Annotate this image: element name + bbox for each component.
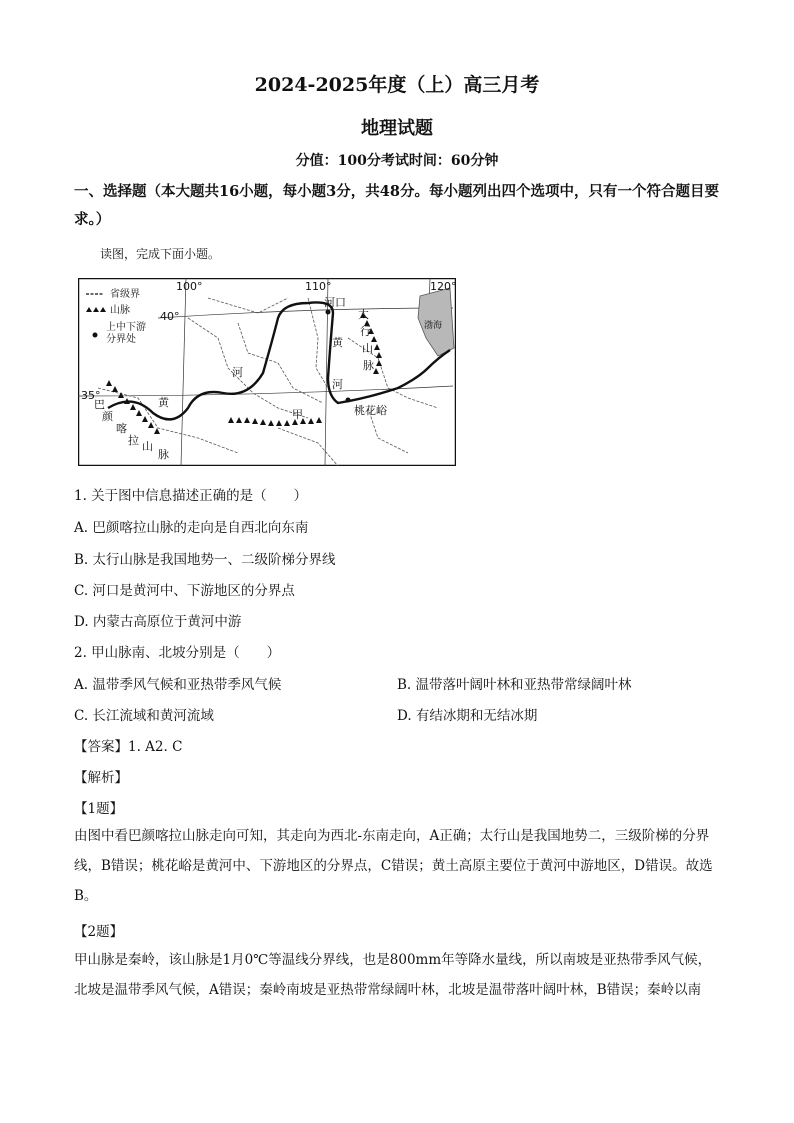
- q1-option-d: D. 内蒙古高原位于黄河中游: [74, 614, 242, 630]
- label-bayan-1: 巴: [94, 398, 105, 411]
- q2-option-a: A. 温带季风气候和亚热带季风气候: [74, 677, 282, 693]
- yellow-river-map: [78, 278, 456, 466]
- section-intro: 读图，完成下面小题。: [100, 247, 221, 261]
- label-taihang-1: 太: [358, 308, 369, 321]
- legend-division-1: 上中下游: [106, 322, 146, 333]
- answer-label: 【答案】1. A2. C: [74, 739, 183, 755]
- subject-title: 地理试题: [361, 118, 433, 139]
- q1-option-a: A. 巴颜喀拉山脉的走向是自西北向东南: [74, 520, 309, 536]
- label-taihang-2: 行: [360, 325, 371, 338]
- label-huang-left: 黄: [158, 396, 169, 409]
- legend-boundary: 省级界: [110, 289, 140, 300]
- label-he-left: 河: [232, 366, 243, 379]
- q2-stem: 2. 甲山脉南、北坡分别是（ ）: [74, 645, 281, 661]
- q2-option-d: D. 有结冰期和无结冰期: [397, 708, 538, 724]
- q1-stem: 1. 关于图中信息描述正确的是（ ）: [74, 488, 308, 504]
- label-huanghe-2: 河: [332, 378, 343, 391]
- q2-option-b: B. 温带落叶阔叶林和亚热带常绿阔叶林: [397, 677, 632, 693]
- legend-division-2: 分界处: [106, 334, 136, 345]
- q1-explanation: 由图中看巴颜喀拉山脉走向可知，其走向为西北-东南走向，A正确；太行山是我国地势二，三级阶梯的分界线，B错误；桃花峪是黄河中、下游地区的分界点，C错误；黄土高原主要位于黄河中游地区，D错误。故选B。: [74, 828, 713, 904]
- hekou-marker: [326, 310, 331, 315]
- analysis-label: 【解析】: [74, 770, 128, 786]
- exam-title: 2024-2025年度（上）高三月考: [254, 74, 540, 96]
- lat-40: 40°: [160, 310, 180, 323]
- q1-tag: 【1题】: [74, 801, 124, 817]
- lon-120: 120°: [430, 280, 456, 293]
- q2-option-c: C. 长江流域和黄河流域: [74, 708, 214, 724]
- label-bohai: 渤海: [424, 321, 443, 331]
- label-bayan-6: 脉: [158, 448, 169, 461]
- label-taihang-3: 山: [362, 342, 373, 355]
- label-bayan-5: 山: [142, 440, 153, 453]
- q2-explanation: 甲山脉是秦岭，该山脉是1月0℃等温线分界线，也是800mm年等降水量线，所以南坡是亚热带季风气候，北坡是温带季风气候，A错误；秦岭南坡是亚热带常绿阔叶林，北坡是温带落叶阔叶林，B错误；秦岭以南: [74, 952, 712, 998]
- lat-35: 35°: [81, 389, 101, 402]
- lon-110: 110°: [305, 280, 332, 293]
- score-time: 分值：100分考试时间：60分钟: [295, 153, 499, 169]
- label-jia: 甲: [292, 408, 303, 421]
- label-taihang-4: 脉: [363, 359, 374, 372]
- taohuayu-marker: [346, 398, 351, 403]
- q1-option-c: C. 河口是黄河中、下游地区的分界点: [74, 583, 295, 599]
- q1-option-b: B. 太行山脉是我国地势一、二级阶梯分界线: [74, 552, 336, 568]
- q2-tag: 【2题】: [74, 924, 124, 940]
- label-taohuayu: 桃花峪: [354, 404, 387, 417]
- lon-100: 100°: [176, 280, 203, 293]
- label-bayan-3: 喀: [116, 422, 127, 435]
- label-hekou: 河口: [324, 296, 346, 309]
- label-huanghe-1: 黄: [332, 336, 343, 349]
- label-bayan-4: 拉: [128, 434, 139, 447]
- label-bayan-2: 颜: [102, 410, 113, 423]
- section-heading: 一、选择题（本大题共16小题，每小题3分，共48分。每小题列出四个选项中，只有一个符合题目要求。）: [74, 183, 719, 228]
- legend-mountain: 山脉: [110, 305, 130, 316]
